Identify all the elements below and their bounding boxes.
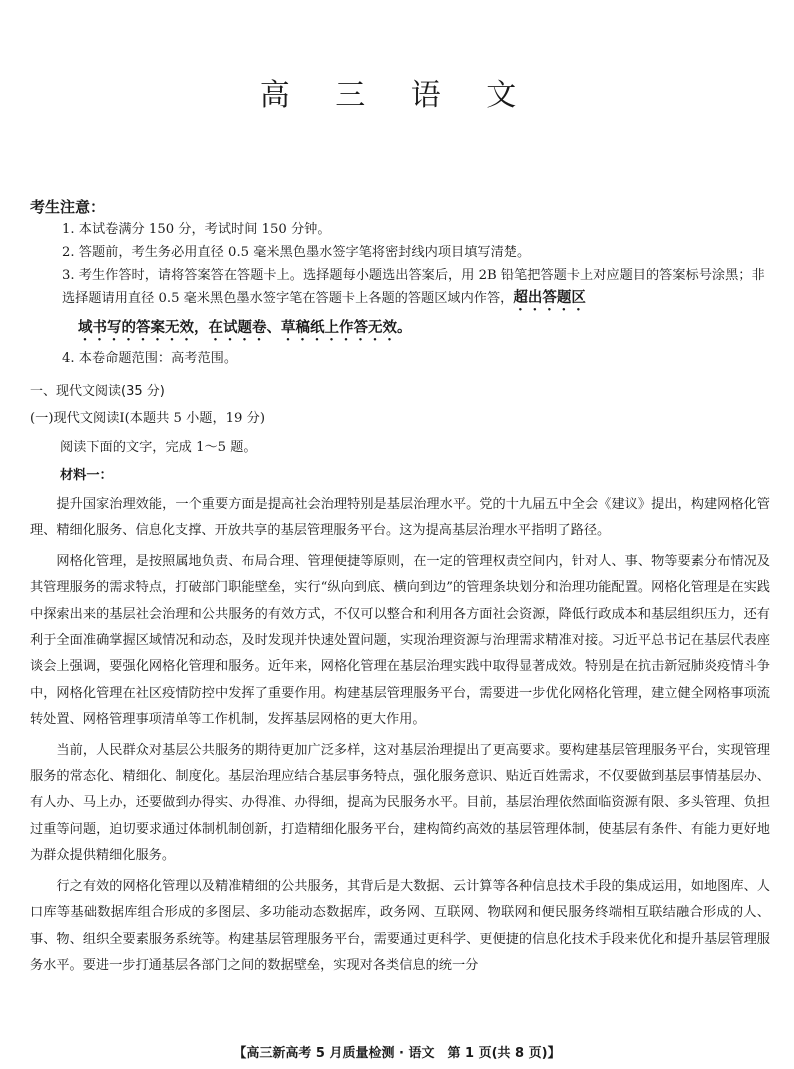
notice-item-text: 本试卷满分 150 分，考试时间 150 分钟。 <box>78 222 331 237</box>
paragraph: 行之有效的网格化管理以及精准精细的公共服务，其背后是大数据、云计算等各种信息技术手段的集成运用，如地图库、人口库等基础数据库组合形成的多图层、多功能动态数据库，政务网、互联网、物联网和便民服务终端相互联结融合形成的人、事、物、组织全要素服务系统等。构建基层管理服务平台，需要通过更科学、更便捷的信息化技术手段来优化和提升基层管理服务水平。要进一步打通基层各部门之间的数据壁垒，实现对各类信息的统一分 <box>30 878 770 973</box>
paragraph: 网格化管理，是按照属地负责、布局合理、管理便捷等原则，在一定的管理权责空间内，针对人、事、物等要素分布情况及其管理服务的需求特点，打破部门职能壁垒，实行“纵向到底、横向到边”的管理条块划分和治理功能配置。网格化管理是在实践中探索出来的基层社会治理和公共服务的有效方式，不仅可以整合和利用各方面社会资源，降低行政成本和基层组织压力，还有利于全面准确掌握区域情况和动态，及时发现并快速处置问题，实现治理资源与治理需求精准对接。习近平总书记在基层代表座谈会上强调，要强化网格化管理和服务。近年来，网格化管理在基层治理实践中取得显著成效。特别是在抗击新冠肺炎疫情斗争中，网格化管理在社区疫情防控中发挥了重要作用。构建基层管理服务平台，需要进一步优化网格化管理，建立健全网格事项流转处置、网格管理事项清单等工作机制，发挥基层网格的更大作用。 <box>30 553 770 728</box>
notice-item-text: 答题前，考生务必用直径 0.5 毫米黑色墨水签字笔将密封线内项目填写清楚。 <box>78 245 531 260</box>
page-title: 高 三 语 文 <box>259 78 535 113</box>
material-label: 材料一： <box>60 468 113 483</box>
notice-item-number: 4. <box>62 351 75 366</box>
emphasis-text: 超出答题区 <box>513 290 586 306</box>
notice-item-text: 本卷命题范围：高考范围。 <box>78 351 238 366</box>
notice-list <box>62 218 774 370</box>
paragraph: 提升国家治理效能，一个重要方面是提高社会治理特别是基层治理水平。党的十九届五中全会《建议》提出，构建网格化管理、精细化服务、信息化支撑、开放共享的基层管理服务平台。这为提高基层治理水平指明了路径。 <box>30 497 770 539</box>
notice-item-text: 考生作答时，请将答案答在答题卡上。选择题每小题选出答案后，用 2B 铅笔把答题卡上对应题目的答案标号涂黑；非选择题请用直径 0.5 毫米黑色墨水签字笔在答题卡上各题的答题区域内作答， <box>62 268 765 306</box>
notice-item-3 <box>62 264 774 314</box>
notice-item-number: 1. <box>62 222 75 237</box>
subsection-heading: (一)现代文阅读Ⅰ(本题共 5 小题，19 分) <box>30 411 265 426</box>
notice-heading: 考生注意： <box>30 198 106 216</box>
page-footer: 【高三新高考 5 月质量检测 · 语文 第 1 页(共 8 页)】 <box>233 1046 561 1061</box>
notice-item-4 <box>62 347 774 370</box>
section-heading: 一、现代文阅读(35 分) <box>30 384 165 399</box>
notice-item-2 <box>62 241 774 264</box>
notice-emphasis-line <box>62 314 774 344</box>
reading-instruction: 阅读下面的文字，完成 1～5 题。 <box>60 440 257 455</box>
notice-item-number: 2. <box>62 245 75 260</box>
paragraph: 当前，人民群众对基层公共服务的期待更加广泛多样，这对基层治理提出了更高要求。要构建基层管理服务平台，实现管理服务的常态化、精细化、制度化。基层治理应结合基层事务特点，强化服务意识、贴近百姓需求，不仅要做到基层事情基层办、有人办、马上办，还要做到办得实、办得准、办得细，提高为民服务水平。目前，基层治理依然面临资源有限、多头管理、负担过重等问题，迫切要求通过体制机制创新，打造精细化服务平台，建构简约高效的基层管理体制，使基层有条件、有能力更好地为群众提供精细化服务。 <box>30 742 770 864</box>
emphasis-text: 域书写的答案无效，在试题卷、草稿纸上作答无效。 <box>78 320 412 336</box>
notice-item-number: 3. <box>62 268 75 283</box>
notice-item-1 <box>62 218 774 241</box>
material-body <box>30 492 770 983</box>
